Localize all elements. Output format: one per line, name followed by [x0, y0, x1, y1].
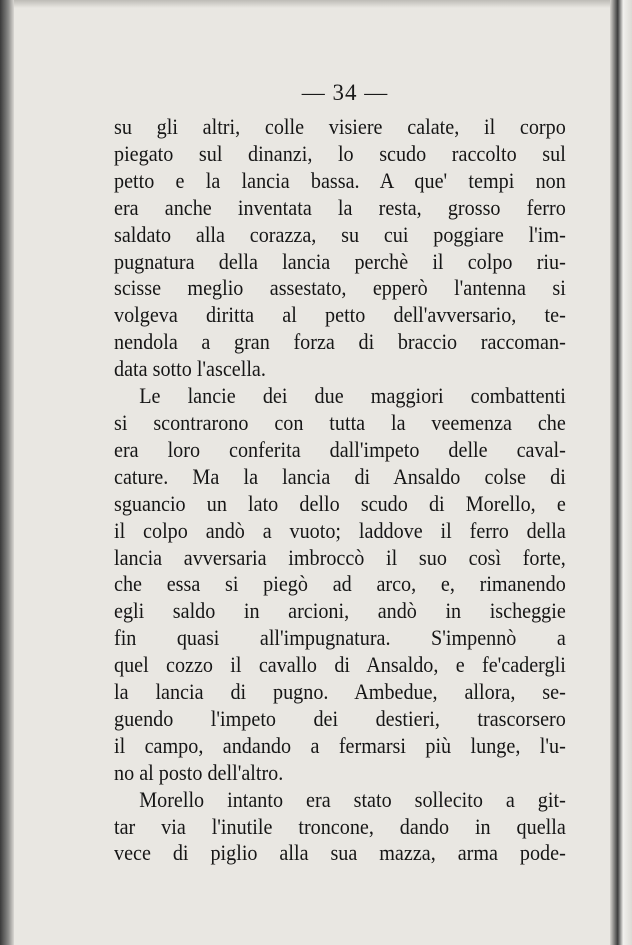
text-line: guendo l'impeto dei destieri, trascorsero: [114, 705, 566, 731]
text-line: fin quasi all'impugnatura. S'impennò a: [114, 625, 566, 651]
text-line: il campo, andando a fermarsi più lunge, l'u-: [114, 732, 566, 758]
text-line: vece di piglio alla sua mazza, arma pode-: [114, 840, 566, 866]
page-right-edge: [610, 0, 632, 945]
text-line: piegato sul dinanzi, lo scudo raccolto sul: [114, 140, 566, 166]
text-line: scisse meglio assestato, epperò l'antenna si: [114, 275, 566, 301]
text-line: sguancio un lato dello scudo di Morello, e: [114, 490, 566, 516]
text-line: Le lancie dei due maggiori combattenti: [139, 383, 566, 409]
text-line: il colpo andò a vuoto; laddove il ferro della: [114, 517, 566, 543]
text-line: pugnatura della lancia perchè il colpo riu-: [114, 248, 566, 274]
text-line: no al posto dell'altro.: [114, 759, 284, 785]
paragraph-3: [114, 786, 566, 868]
text-line: nendola a gran forza di braccio raccoman-: [114, 329, 566, 355]
binding-gutter: [0, 0, 14, 945]
text-line: lancia avversaria imbroccò il suo così forte,: [114, 544, 566, 570]
body-text: [114, 114, 566, 867]
text-line: si scontrarono con tutta la veemenza che: [114, 409, 566, 435]
text-line: egli saldo in arcioni, andò in ischeggie: [114, 598, 566, 624]
text-line: era loro conferita dall'impeto delle caval-: [114, 436, 566, 462]
page-number: — 34 —: [301, 80, 389, 105]
text-line: petto e la lancia bassa. A que' tempi non: [114, 167, 566, 193]
text-line: tar via l'inutile troncone, dando in quella: [114, 813, 566, 839]
paragraph-2: [114, 383, 566, 787]
text-line: che essa si piegò ad arco, e, rimanendo: [114, 571, 566, 597]
text-line: la lancia di pugno. Ambedue, allora, se-: [114, 679, 566, 705]
text-line: su gli altri, colle visiere calate, il corpo: [114, 114, 566, 139]
text-line: era anche inventata la resta, grosso ferro: [114, 194, 566, 220]
text-line: Morello intanto era stato sollecito a git-: [139, 786, 566, 812]
text-line: saldato alla corazza, su cui poggiare l'im-: [114, 221, 566, 247]
text-line: cature. Ma la lancia di Ansaldo colse di: [114, 463, 566, 489]
paragraph-1: [114, 114, 566, 383]
text-line: data sotto l'ascella.: [114, 356, 266, 382]
page-top-edge: [0, 0, 632, 8]
text-line: volgeva diritta al petto dell'avversario, te-: [114, 302, 566, 328]
text-line: quel cozzo il cavallo di Ansaldo, e fe'cadergli: [114, 652, 566, 678]
